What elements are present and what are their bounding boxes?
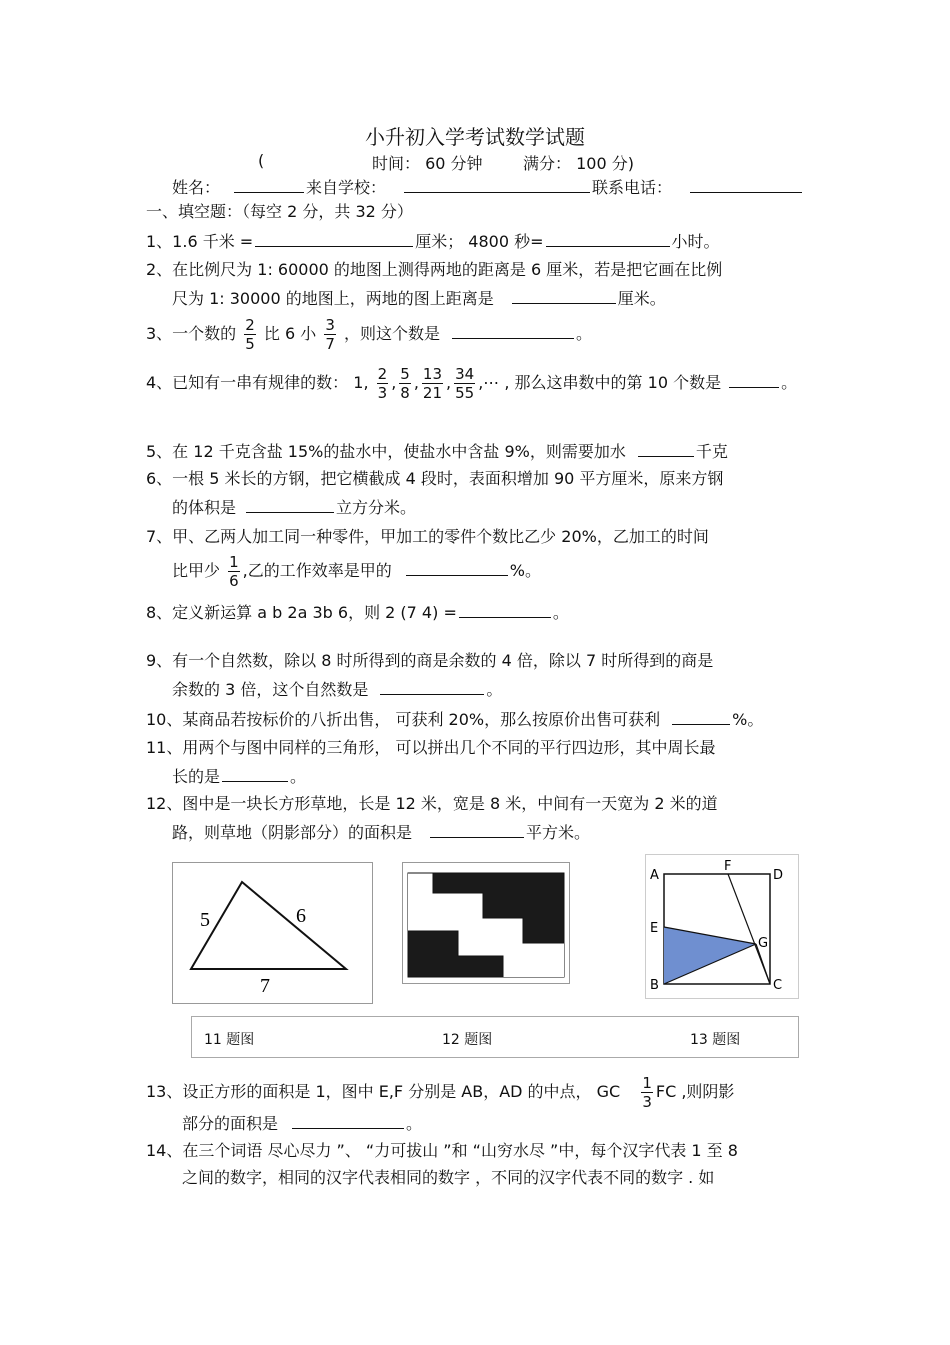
q1-blank-1[interactable]: [255, 230, 413, 247]
paren-open: (: [258, 151, 265, 170]
q3-text-a: 3、一个数的: [146, 324, 237, 343]
point-d-label: D: [773, 868, 784, 883]
section-heading: 一、填空题：（每空 2 分，共 32 分）: [146, 202, 413, 221]
triangle-side-a: 5: [200, 909, 210, 931]
question-10: [146, 708, 763, 731]
q7-text-d: %。: [509, 561, 541, 580]
caption-11: 11 题图: [204, 1032, 255, 1048]
q5-blank[interactable]: [638, 440, 694, 457]
point-b-label: B: [650, 978, 659, 993]
q11-text-b: 长的是: [172, 767, 221, 786]
question-2-line-1: 2、在比例尺为 1: 60000 的地图上测得两地的距离是 6 厘米，若是把它画在比例: [146, 260, 723, 279]
q12-text-c: 平方米。: [526, 823, 591, 842]
figure-12-lawn: [402, 862, 570, 984]
q4-fraction-4: $\frac{34}{55}$: [455, 365, 475, 402]
q6-text-c: 立方分米。: [336, 498, 417, 517]
question-13-line-1: [146, 1074, 734, 1111]
q4-fraction-1: $\frac{2}{3}$: [377, 365, 388, 402]
question-7-line-1: 7、甲、乙两人加工同一种零件，甲加工的零件个数比乙少 20%，乙加工的时间: [146, 527, 709, 546]
lawn-diagram: [403, 863, 569, 983]
question-11-line-1: 11、用两个与图中同样的三角形， 可以拼出几个不同的平行四边形，其中周长最: [146, 738, 716, 757]
q10-blank[interactable]: [672, 708, 730, 725]
phone-blank[interactable]: [690, 176, 802, 193]
q3-text-c: ，则这个数是: [344, 324, 441, 343]
q12-text-b: 路，则草地（阴影部分）的面积是: [172, 823, 413, 842]
q1-blank-2[interactable]: [546, 230, 670, 247]
time-info: 时间： 60 分钟: [372, 154, 483, 173]
question-11-line-2: [172, 765, 306, 788]
q4-fraction-2: $\frac{5}{8}$: [400, 365, 410, 402]
question-6-line-1: 6、一根 5 米长的方钢，把它横截成 4 段时，表面积增加 90 平方厘米，原来方钢: [146, 469, 724, 488]
triangle-shape: [191, 882, 346, 969]
page-title: 小升初入学考试数学试题: [365, 125, 585, 149]
q2-text-b: 尺为 1: 30000 的地图上，两地的图上距离是: [172, 289, 494, 308]
q5-text-b: 千克: [695, 442, 728, 461]
question-1: [146, 230, 720, 253]
q13-text-c: 部分的面积是: [182, 1114, 279, 1133]
name-blank[interactable]: [234, 176, 304, 193]
question-12-line-2: [172, 821, 590, 844]
q13-blank[interactable]: [292, 1112, 404, 1129]
q7-fraction: $\frac{1}{6}$: [229, 553, 239, 590]
question-14-line-1: 14、在三个词语 尽心尽力 ”、 “力可拔山 ”和 “山穷水尽 ”中，每个汉字代表 1 至 8: [146, 1141, 738, 1160]
q8-text-b: 。: [552, 603, 569, 622]
q11-text-c: 。: [290, 767, 307, 786]
q1-text-b: 厘米； 4800 秒=: [415, 232, 544, 251]
q7-blank[interactable]: [406, 559, 508, 576]
point-e-label: E: [650, 921, 659, 936]
figure-13-square: [645, 854, 799, 999]
question-8: [146, 601, 569, 624]
q12-blank[interactable]: [430, 821, 524, 838]
q4-text-b: ,⋯ , 那么这串数中的第 10 个数是: [478, 373, 722, 392]
triangle-side-c: 7: [260, 975, 270, 997]
student-info-row: [172, 176, 804, 199]
q3-fraction-1: $\frac{2}{5}$: [245, 316, 255, 353]
question-9-line-1: 9、有一个自然数，除以 8 时所得到的商是余数的 4 倍，除以 7 时所得到的商是: [146, 651, 714, 670]
caption-12: 12 题图: [442, 1032, 493, 1048]
q10-text-a: 10、某商品若按标价的八折出售， 可获利 20%，那么按原价出售可获利: [146, 710, 661, 729]
point-g-label: G: [758, 936, 769, 951]
question-5: [146, 440, 728, 463]
square-diagram: [646, 855, 798, 998]
question-9-line-2: [172, 678, 502, 701]
school-blank[interactable]: [404, 176, 590, 193]
q13-fraction: $\frac{1}{3}$: [642, 1074, 652, 1111]
q13-text-d: 。: [406, 1114, 423, 1133]
q4-fraction-3: $\frac{13}{21}$: [422, 365, 443, 402]
triangle-side-b: 6: [296, 905, 306, 927]
caption-13: 13 题图: [690, 1032, 741, 1048]
q9-text-b: 余数的 3 倍，这个自然数是: [172, 680, 369, 699]
question-14-line-2: 之间的数字，相同的汉字代表相同的数字 ，不同的汉字代表不同的数字 . 如: [182, 1168, 715, 1187]
q8-blank[interactable]: [459, 601, 551, 618]
figure-11-triangle: [172, 862, 373, 1004]
q4-text-a: 4、已知有一串有规律的数： 1,: [146, 373, 369, 392]
question-12-line-1: 12、图中是一块长方形草地，长是 12 米，宽是 8 米，中间有一天宽为 2 米的道: [146, 794, 718, 813]
school-label: 来自学校：: [306, 178, 387, 197]
q2-text-c: 厘米。: [617, 289, 666, 308]
question-6-line-2: [172, 496, 416, 519]
question-13-line-2: [182, 1112, 422, 1135]
q11-blank[interactable]: [222, 765, 288, 782]
q9-blank[interactable]: [380, 678, 484, 695]
question-3: [146, 316, 592, 353]
q6-text-b: 的体积是: [172, 498, 237, 517]
q13-text-a: 13、设正方形的面积是 1，图中 E,F 分别是 AB，AD 的中点， GC: [146, 1082, 621, 1101]
triangle-diagram: [173, 863, 372, 1003]
point-a-label: A: [650, 868, 659, 883]
q3-blank[interactable]: [452, 322, 574, 339]
question-4: 4、已知有一串有规律的数： 1, $\frac{2}{3}$ , $\frac{5}{8}$ , $\frac{13}{21}$ , $\frac{34}{55}$ ,⋯ , 那么这串数中的第 10 个数是 。: [146, 365, 798, 402]
point-f-label: F: [724, 859, 732, 874]
q13-text-b: FC ,则阴影: [655, 1082, 735, 1101]
score-info: 满分： 100 分): [523, 154, 634, 173]
q4-blank[interactable]: [729, 371, 779, 388]
q7-text-b: 比甲少: [172, 561, 221, 580]
question-7-line-2: [172, 553, 541, 590]
name-label: 姓名：: [172, 178, 221, 197]
q1-text-c: 小时。: [671, 232, 720, 251]
q3-text-d: 。: [576, 324, 593, 343]
q8-text-a: 8、定义新运算 a b 2a 3b 6，则 2 (7 4) =: [146, 603, 457, 622]
q7-text-c: ,乙的工作效率是甲的: [242, 561, 392, 580]
question-2-line-2: [172, 287, 666, 310]
q10-text-b: %。: [732, 710, 764, 729]
point-c-label: C: [773, 978, 783, 993]
q5-text-a: 5、在 12 千克含盐 15%的盐水中，使盐水中含盐 9%，则需要加水: [146, 442, 626, 461]
figure-captions: [191, 1016, 799, 1058]
phone-label: 联系电话：: [592, 178, 673, 197]
q6-blank[interactable]: [246, 496, 334, 513]
q4-text-c: 。: [781, 373, 798, 392]
q3-text-b: 比 6 小: [263, 324, 317, 343]
q1-text-a: 1、1.6 千米 =: [146, 232, 254, 251]
q3-fraction-2: $\frac{3}{7}$: [325, 316, 335, 353]
q2-blank[interactable]: [512, 287, 616, 304]
q9-text-c: 。: [486, 680, 503, 699]
